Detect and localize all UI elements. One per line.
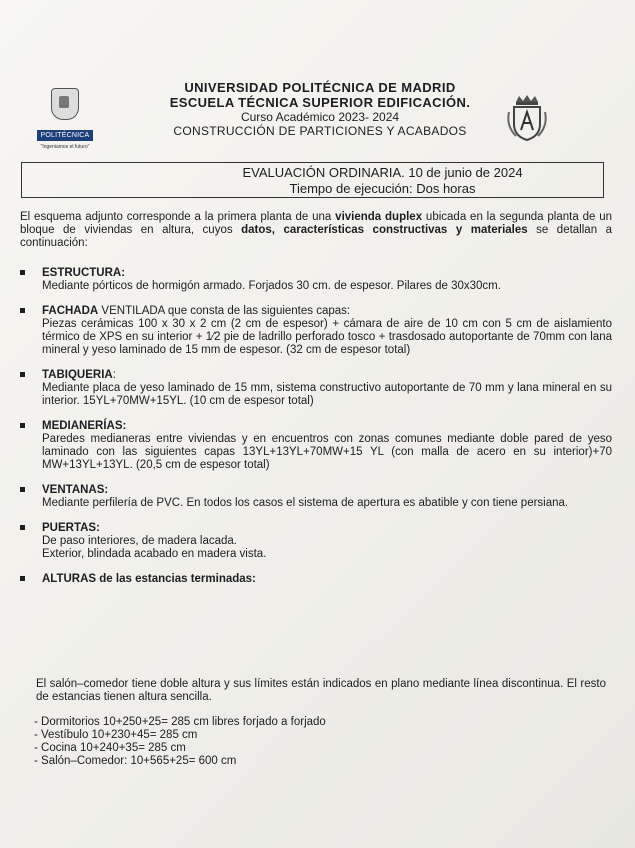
- section-title: [42, 369, 612, 382]
- intro-text-1: El esquema adjunto corresponde a la primera planta de una: [20, 211, 336, 223]
- section-title: [42, 305, 612, 318]
- heights-list: [34, 716, 604, 768]
- exam-info-box: [21, 162, 604, 198]
- section-body: Paredes medianeras entre viviendas y en encuentros con zonas comunes mediante doble pared de yeso laminado con las siguientes capas 13YL+13YL+70MW+15 YL (con malla de acero en su interior)+70 MW+13YL+13YL. (20,5 cm de espesor total): [42, 433, 612, 471]
- intro-paragraph: [20, 211, 612, 250]
- section-title: MEDIANERÍAS:: [42, 420, 127, 432]
- section-body: Mediante pórticos de hormigón armado. Forjados 30 cm. de espesor. Pilares de 30x30cm.: [42, 280, 501, 292]
- document-header: [120, 80, 520, 138]
- exam-duration: Tiempo de ejecución: Dos horas: [289, 181, 476, 196]
- school-name: ESCUELA TÉCNICA SUPERIOR EDIFICACIÓN.: [169, 95, 471, 110]
- list-item: - Cocina 10+240+35= 285 cm: [34, 742, 186, 754]
- section-fachada: [20, 305, 612, 357]
- section-estructura: [20, 267, 612, 293]
- bullet-icon: [20, 576, 25, 581]
- section-body-line-2: Exterior, blindada acabado en madera vista.: [42, 548, 267, 560]
- academic-year: Curso Académico 2023- 2024: [240, 110, 400, 124]
- section-title-rest: VENTILADA que consta de las siguientes capas:: [98, 305, 351, 317]
- section-ventanas: [20, 484, 612, 510]
- section-title-bold: TABIQUERIA: [42, 369, 113, 381]
- section-body: Piezas cerámicas 100 x 30 x 2 cm (2 cm de espesor) + cámara de aire de 10 cm con 5 cm de aislamiento térmico de XPS en su interior + 1⁄2 pie de ladrillo perforado tosco + trasdosado autoportante de 70mm con lana mineral y yeso laminado de 15 mm de espesor. (32 cm de espesor total): [42, 318, 612, 356]
- intro-bold-1: vivienda duplex: [335, 211, 423, 223]
- bullet-icon: [20, 423, 25, 428]
- upm-crest-icon: [51, 88, 79, 120]
- bullet-icon: [20, 270, 25, 275]
- bullet-icon: [20, 308, 25, 313]
- intro-text-3: se detallan a continuación:: [20, 224, 612, 249]
- bullet-icon: [20, 525, 25, 530]
- intro-text-2: ubicada en la segunda planta de un bloque de viviendas en altura, cuyos: [20, 211, 612, 236]
- sections-list: [20, 267, 612, 598]
- subject-name: CONSTRUCCIÓN DE PARTICIONES Y ACABADOS: [173, 124, 467, 138]
- list-item: - Salón–Comedor: 10+565+25= 600 cm: [34, 755, 237, 767]
- section-title: VENTANAS:: [42, 484, 109, 496]
- section-alturas: [20, 573, 612, 586]
- upm-logo: [30, 88, 100, 150]
- section-title: ESTRUCTURA:: [42, 267, 126, 279]
- section-body-line-1: De paso interiores, de madera lacada.: [42, 535, 237, 547]
- exam-title: EVALUACIÓN ORDINARIA. 10 de junio de 2024: [242, 165, 523, 180]
- upm-badge: POLITÉCNICA: [37, 130, 94, 141]
- section-tabiqueria: [20, 369, 612, 408]
- section-title-colon: :: [112, 369, 116, 381]
- alturas-note: El salón–comedor tiene doble altura y sus límites están indicados en plano mediante línea discontinua. El resto de estancias tienen altura sencilla.: [36, 678, 606, 703]
- university-name: UNIVERSIDAD POLITÉCNICA DE MADRID: [184, 80, 456, 95]
- list-item: - Dormitorios 10+250+25= 285 cm libres forjado a forjado: [34, 716, 326, 728]
- upm-slogan: "Ingeniamos el futuro": [40, 144, 90, 150]
- section-body: Mediante placa de yeso laminado de 15 mm, sistema constructivo autoportante de 70 mm y lana mineral en su interior. 15YL+70MW+15YL. (10 cm de espesor total): [42, 382, 612, 407]
- section-medianerias: [20, 420, 612, 472]
- bullet-icon: [20, 487, 25, 492]
- section-body: Mediante perfilería de PVC. En todos los casos el sistema de apertura es abatible y con tiene persiana.: [42, 497, 569, 509]
- section-title: PUERTAS:: [42, 522, 100, 534]
- section-title-bold: FACHADA: [42, 305, 99, 317]
- bullet-icon: [20, 372, 25, 377]
- intro-bold-2: datos, características constructivas y materiales: [241, 224, 528, 236]
- section-title: ALTURAS de las estancias terminadas:: [42, 573, 256, 585]
- list-item: - Vestíbulo 10+230+45= 285 cm: [34, 729, 198, 741]
- section-puertas: [20, 522, 612, 561]
